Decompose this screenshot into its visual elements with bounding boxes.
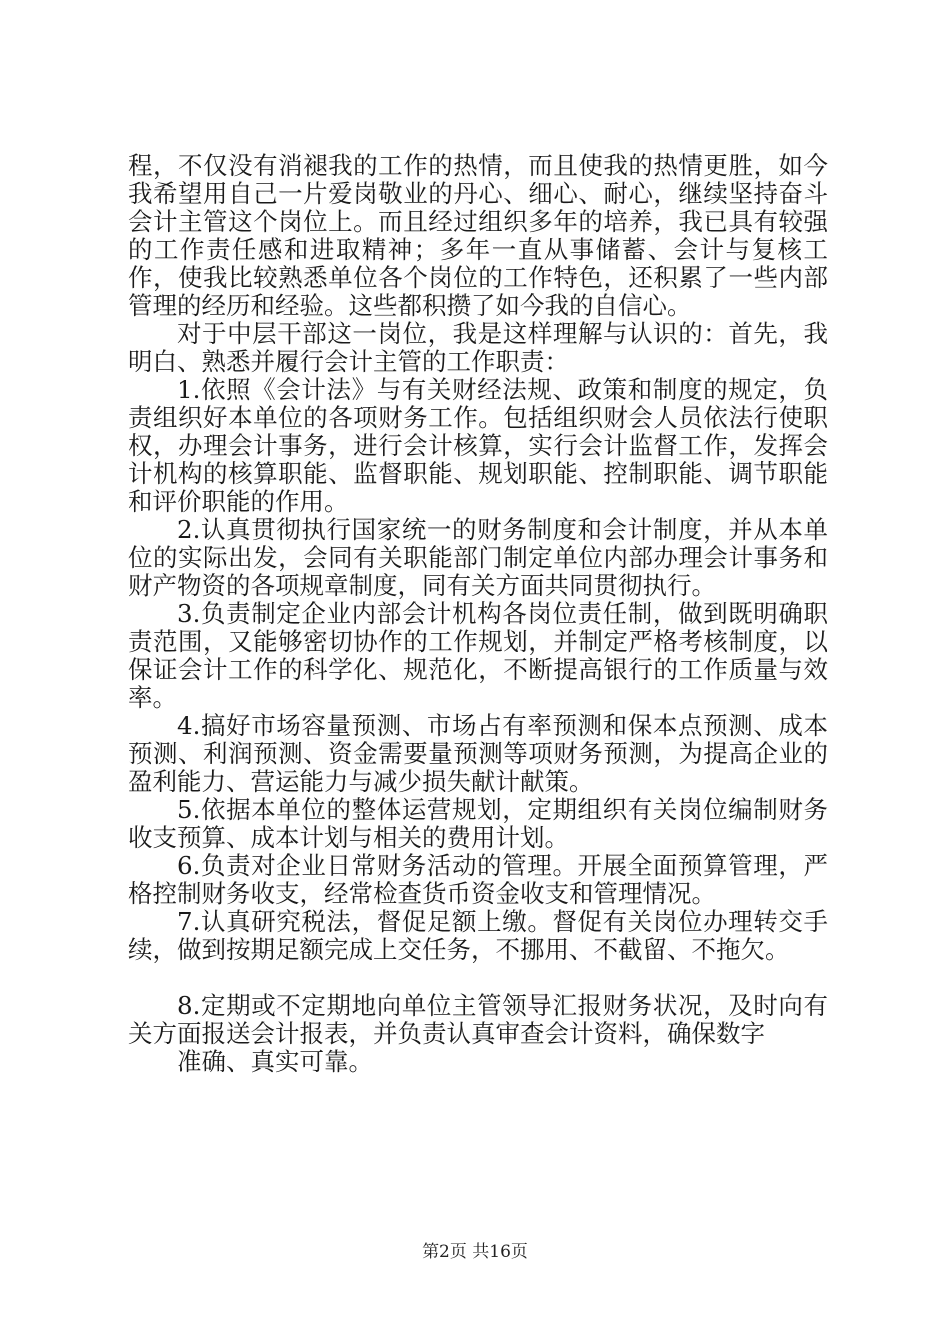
- duty-item-4: 4.搞好市场容量预测、市场占有率预测和保本点预测、成本预测、利润预测、资金需要量预测等项财务预测，为提高企业的盈利能力、营运能力与减少损失献计献策。: [128, 711, 828, 796]
- paragraph-continuation: 程，不仅没有消褪我的工作的热情，而且使我的热情更胜，如今我希望用自己一片爱岗敬业的丹心、细心、耐心，继续坚持奋斗会计主管这个岗位上。而且经过组织多年的培养，我已具有较强的工作责任感和进取精神；多年一直从事储蓄、会计与复核工作，使我比较熟悉单位各个岗位的工作特色，还积累了一些内部管理的经历和经验。这些都积攒了如今我的自信心。: [128, 151, 828, 320]
- duty-item-6: 6.负责对企业日常财务活动的管理。开展全面预算管理，严格控制财务收支，经常检查货币资金收支和管理情况。: [128, 851, 828, 908]
- duty-item-8-tail: 准确、真实可靠。: [177, 1047, 373, 1076]
- document-body: [128, 152, 828, 1076]
- page-number: 第2页 共16页: [422, 1242, 528, 1262]
- duty-item-2: 2.认真贯彻执行国家统一的财务制度和会计制度，并从本单位的实际出发，会同有关职能部门制定单位内部办理会计事务和财产物资的各项规章制度，同有关方面共同贯彻执行。: [128, 515, 828, 600]
- duty-item-5: 5.依据本单位的整体运营规划，定期组织有关岗位编制财务收支预算、成本计划与相关的费用计划。: [128, 795, 828, 852]
- duty-item-8: 8.定期或不定期地向单位主管领导汇报财务状况，及时向有关方面报送会计报表，并负责认真审查会计资料，确保数字: [128, 991, 828, 1048]
- paragraph-intro: 对于中层干部这一岗位，我是这样理解与认识的：首先，我明白、熟悉并履行会计主管的工作职责：: [128, 319, 828, 376]
- duty-item-3: 3.负责制定企业内部会计机构各岗位责任制，做到既明确职责范围，又能够密切协作的工作规划，并制定严格考核制度，以保证会计工作的科学化、规范化，不断提高银行的工作质量与效率。: [128, 599, 828, 712]
- duty-item-1: 1.依照《会计法》与有关财经法规、政策和制度的规定，负责组织好本单位的各项财务工作。包括组织财会人员依法行使职权，办理会计事务，进行会计核算，实行会计监督工作，发挥会计机构的核算职能、监督职能、规划职能、控制职能、调节职能和评价职能的作用。: [128, 375, 828, 516]
- duty-item-7: 7.认真研究税法，督促足额上缴。督促有关岗位办理转交手续，做到按期足额完成上交任务，不挪用、不截留、不拖欠。: [128, 907, 828, 964]
